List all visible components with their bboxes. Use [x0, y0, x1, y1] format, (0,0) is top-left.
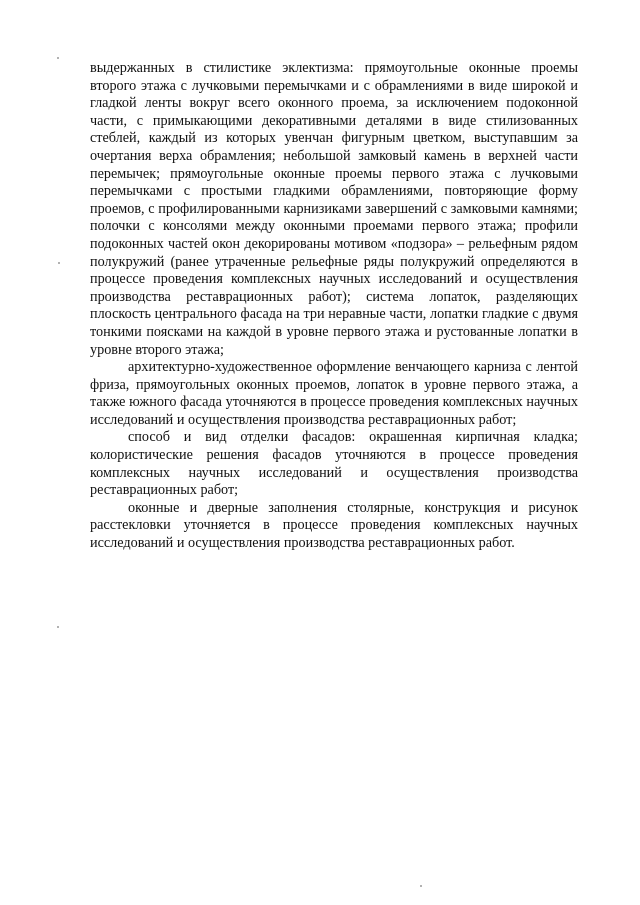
scan-speck: [57, 626, 59, 628]
paragraph-continuation: выдержанных в стилистике эклектизма: прямоугольные оконные проемы второго этажа с лучковыми перемычками и с обрамлениями в виде широкой и гладкой ленты вокруг всего оконного проема, за исключением подоконной части, с примыкающими декоративными деталями в виде стилизованных стеблей, каждый из которых увенчан фигурным цветком, выступавшим за очертания верха обрамления; небольшой замковый камень в верхней части перемычек; прямоугольные оконные проемы первого этажа с лучковыми перемычками с простыми гладкими обрамлениями, повторяющие форму проемов, с профилированными карнизиками завершений с замковыми камнями; полочки с консолями между оконными проемами первого этажа; профили подоконных частей окон декорированы мотивом «подзора» – рельефным рядом полукружий (ранее утраченные рельефные ряды полукружий определяются в процессе проведения комплексных научных исследований и осуществления производства реставрационных работ); система лопаток, разделяющих плоскость центрального фасада на три неравные части, лопатки гладкие с двумя тонкими поясками на каждой в уровне первого этажа и рустованные лопатки в уровне второго этажа;: [90, 60, 578, 358]
paragraph-facade-finish: способ и вид отделки фасадов: окрашенная кирпичная кладка; колористические решения фасадов уточняются в процессе проведения комплексных научных исследований и осуществления производства реставрационных работ;: [90, 429, 578, 499]
scan-speck: [58, 262, 60, 264]
paragraph-cornice: архитектурно-художественное оформление венчающего карниза с лентой фриза, прямоугольных оконных проемов, лопаток в уровне первого этажа, а также южного фасада уточняются в процессе проведения комплексных научных исследований и осуществления производства реставрационных работ;: [90, 359, 578, 428]
paragraph-window-door-fillings: оконные и дверные заполнения столярные, конструкция и рисунок расстекловки уточняется в процессе проведения комплексных научных исследований и осуществления производства реставрационных работ.: [90, 499, 578, 552]
scan-speck: [420, 885, 422, 887]
scan-speck: [57, 57, 59, 59]
document-body: [90, 60, 578, 553]
